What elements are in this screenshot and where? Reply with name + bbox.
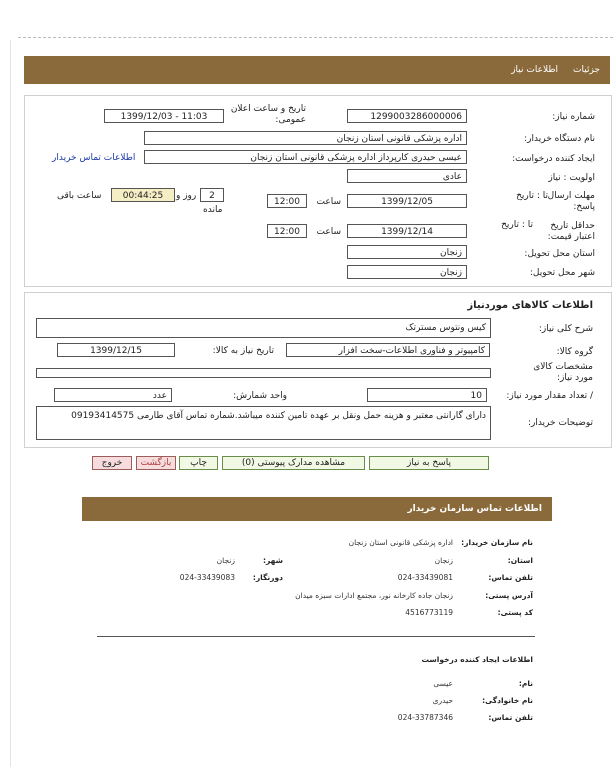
print-button[interactable]: چاپ bbox=[179, 456, 218, 470]
validity-time-label: ساعت bbox=[316, 227, 341, 237]
contact-city-value: زنجان bbox=[216, 556, 235, 565]
contact-city-label: شهر: bbox=[263, 556, 283, 565]
contact-fax-value: 024-33439083 bbox=[179, 573, 235, 582]
exit-button[interactable]: خروج bbox=[92, 456, 132, 470]
city-field: زنجان bbox=[347, 265, 467, 279]
buyer-contact-link[interactable]: اطلاعات تماس خریدار bbox=[52, 153, 136, 163]
org-name-label: نام سازمان خریدار: bbox=[461, 538, 533, 547]
need-date-label: تاریخ نیاز به کالا: bbox=[212, 346, 274, 356]
quantity-field: 10 bbox=[367, 388, 487, 402]
deadline-time-field: 12:00 bbox=[267, 194, 307, 208]
contact-phone-label: تلفن تماس: bbox=[488, 573, 533, 582]
requester-name-label: نام: bbox=[518, 679, 533, 688]
contact-fax-label: دورنگار: bbox=[252, 573, 283, 582]
general-desc-field: کیس ونتوس مسترتک bbox=[36, 318, 491, 338]
requester-title: اطلاعات ایجاد کننده درخواست bbox=[421, 655, 533, 664]
requester-family-label: نام خانوادگی: bbox=[482, 696, 533, 705]
day-word-label: روز و bbox=[176, 191, 197, 201]
days-remaining-field: 2 bbox=[200, 188, 224, 202]
requester-phone-value: 024-33787346 bbox=[397, 713, 453, 722]
page-left-border bbox=[10, 40, 11, 767]
goods-spec-field bbox=[36, 368, 491, 378]
need-number-label: شماره نیاز: bbox=[552, 112, 595, 122]
attachments-button[interactable]: مشاهده مدارک پیوستی (0) bbox=[222, 456, 365, 470]
remaining-word-label: مانده bbox=[203, 205, 223, 215]
tab-details[interactable]: جزئیات bbox=[573, 65, 600, 75]
need-date-field: 1399/12/15 bbox=[57, 343, 175, 357]
goods-group-field: کامپیوتر و فناوری اطلاعات-سخت افزار bbox=[286, 343, 490, 357]
requester-family-value: حیدری bbox=[432, 696, 453, 705]
creator-field: عیسی حیدری کارپرداز اداره پزشکی قانونی استان زنجان bbox=[144, 150, 467, 164]
priority-label: اولویت : نیاز bbox=[548, 173, 595, 183]
priority-field: عادی bbox=[347, 169, 467, 183]
creator-label: ایجاد کننده درخواست: bbox=[512, 154, 595, 164]
contact-divider bbox=[97, 636, 535, 637]
contact-header-bar bbox=[82, 497, 552, 521]
buyer-org-field: اداره پزشکی قانونی استان زنجان bbox=[144, 131, 467, 145]
quantity-label: / تعداد مقدار مورد نیاز: bbox=[506, 391, 593, 401]
tab-need-info[interactable]: اطلاعات نیاز bbox=[511, 65, 558, 75]
org-name-value: اداره پزشکی قانونی استان زنجان bbox=[348, 538, 453, 547]
buyer-org-label: نام دستگاه خریدار: bbox=[524, 134, 595, 144]
validity-time-field: 12:00 bbox=[267, 224, 307, 238]
validity-until-label: تا : تاریخ bbox=[501, 220, 533, 230]
countdown-timer: 00:44:25 bbox=[111, 188, 175, 202]
reply-button[interactable]: پاسخ به نیاز bbox=[369, 456, 489, 470]
validity-date-field: 1399/12/14 bbox=[347, 224, 467, 238]
requester-phone-label: تلفن تماس: bbox=[488, 713, 533, 722]
announce-date-label: تاریخ و ساعت اعلان عمومی: bbox=[230, 104, 306, 125]
contact-phone-value: 024-33439081 bbox=[397, 573, 453, 582]
province-label: استان محل تحویل: bbox=[524, 249, 595, 259]
province-field: زنجان bbox=[347, 245, 467, 259]
contact-postal-label: کد پستی: bbox=[497, 608, 533, 617]
contact-address-label: آدرس پستی: bbox=[485, 591, 533, 600]
header-bar bbox=[24, 56, 610, 84]
announce-date-field: 1399/12/03 - 11:03 bbox=[104, 109, 224, 123]
general-desc-label: شرح کلی نیاز: bbox=[538, 324, 593, 334]
contact-postal-value: 4516773119 bbox=[405, 608, 453, 617]
deadline-label: مهلت ارسال پاسخ: bbox=[547, 191, 595, 212]
goods-group-label: گروه کالا: bbox=[556, 347, 593, 357]
validity-label: حداقل تاریخ اعتبار قیمت: bbox=[547, 221, 595, 242]
goods-section-title: اطلاعات کالاهای موردنیاز bbox=[467, 300, 593, 311]
deadline-date-field: 1399/12/05 bbox=[347, 194, 467, 208]
unit-label: واحد شمارش: bbox=[233, 391, 287, 401]
buyer-notes-field: دارای گارانتی معتبر و هزینه حمل ونقل بر عهده تامین کننده میباشد.شماره تماس آقای طارمی 09193414575 bbox=[36, 406, 491, 440]
hours-remaining-label: ساعت باقی bbox=[57, 191, 102, 201]
contact-title: اطلاعات تماس سازمان خریدار bbox=[407, 504, 542, 514]
unit-field: عدد bbox=[54, 388, 172, 402]
contact-address-value: زنجان جاده کارخانه نور، مجتمع ادارات سبزه میدان bbox=[295, 591, 453, 600]
contact-province-label: استان: bbox=[507, 556, 533, 565]
requester-name-value: عیسی bbox=[433, 679, 453, 688]
contact-province-value: زنجان bbox=[434, 556, 453, 565]
buyer-notes-label: توضیحات خریدار: bbox=[527, 418, 593, 428]
top-dashed-divider bbox=[18, 37, 613, 38]
deadline-time-label: ساعت bbox=[316, 197, 341, 207]
need-number-field: 1299003286000006 bbox=[347, 109, 467, 123]
goods-spec-label: مشخصات کالای مورد نیاز: bbox=[533, 362, 593, 383]
city-label: شهر محل تحویل: bbox=[529, 268, 595, 278]
deadline-until-label: تا : تاریخ bbox=[516, 191, 548, 201]
back-button[interactable]: بازگشت bbox=[136, 456, 176, 470]
